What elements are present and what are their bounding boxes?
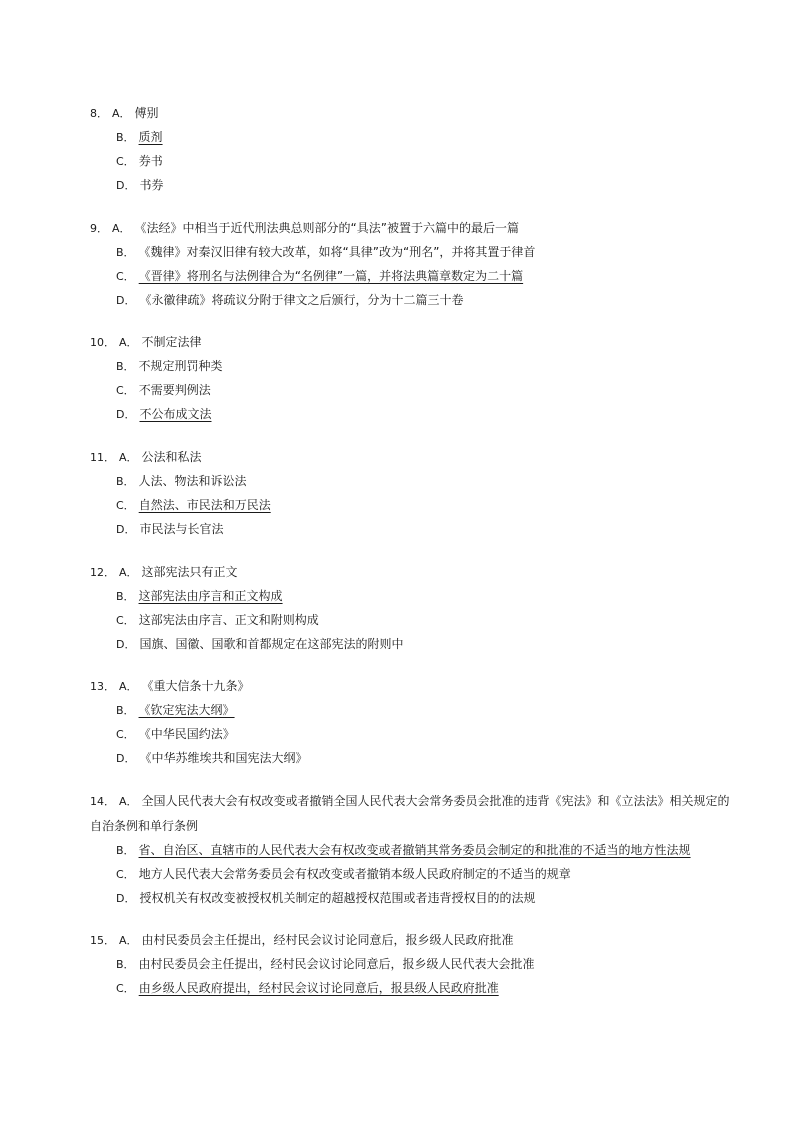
correct-answer-text: 《钦定宪法大纲》 bbox=[138, 703, 235, 717]
option-a bbox=[90, 928, 730, 952]
correct-answer-text: 由乡级人民政府提出，经村民会议讨论同意后，报县级人民政府批准 bbox=[138, 981, 499, 995]
option-label: B． bbox=[116, 958, 135, 971]
option-a bbox=[90, 216, 730, 240]
option-c bbox=[90, 976, 730, 1000]
option-text: 不制定法律 bbox=[141, 335, 202, 349]
option-b bbox=[90, 469, 730, 493]
option-text: 这部宪法由序言、正文和附则构成 bbox=[138, 613, 319, 627]
question-number: 15． bbox=[90, 934, 115, 947]
option-text: 《重大信条十九条》 bbox=[141, 679, 250, 693]
option-c bbox=[90, 608, 730, 632]
option-label: A． bbox=[119, 795, 138, 808]
option-d bbox=[90, 173, 730, 197]
question-number: 11． bbox=[90, 451, 115, 464]
option-label: D． bbox=[116, 523, 136, 536]
question-number: 14． bbox=[90, 795, 115, 808]
option-label: A． bbox=[119, 566, 138, 579]
option-c bbox=[90, 722, 730, 746]
question-11 bbox=[90, 445, 730, 541]
option-c bbox=[90, 493, 730, 517]
option-text: 《法经》中相当于近代刑法典总则部分的“具法”被置于六篇中的最后一篇 bbox=[134, 221, 519, 235]
option-a bbox=[90, 789, 730, 838]
question-13 bbox=[90, 674, 730, 770]
option-text: 券书 bbox=[138, 154, 163, 168]
option-c bbox=[90, 862, 730, 886]
option-label: D． bbox=[116, 179, 136, 192]
option-text: 不规定刑罚种类 bbox=[138, 359, 223, 373]
option-d bbox=[90, 402, 730, 426]
question-number: 12． bbox=[90, 566, 115, 579]
option-label: C． bbox=[116, 614, 135, 627]
option-label: C． bbox=[116, 270, 135, 283]
question-9 bbox=[90, 216, 730, 312]
question-8 bbox=[90, 101, 730, 197]
option-text: 不需要判例法 bbox=[138, 383, 211, 397]
option-text: 书券 bbox=[139, 178, 164, 192]
option-label: B． bbox=[116, 704, 135, 717]
option-label: D． bbox=[116, 408, 136, 421]
option-c bbox=[90, 149, 730, 173]
question-number: 13． bbox=[90, 680, 115, 693]
option-label: B． bbox=[116, 360, 135, 373]
option-label: D． bbox=[116, 892, 136, 905]
option-label: B． bbox=[116, 844, 135, 857]
option-text: 市民法与长官法 bbox=[139, 522, 224, 536]
option-label: C． bbox=[116, 982, 135, 995]
correct-answer-text: 自然法、市民法和万民法 bbox=[138, 498, 271, 512]
question-12 bbox=[90, 560, 730, 656]
option-text: 全国人民代表大会有权改变或者撤销全国人民代表大会常务委员会批准的违背《宪法》和《立法法》相关规定的自治条例和单行条例 bbox=[90, 794, 730, 833]
option-label: A． bbox=[112, 222, 131, 235]
option-a bbox=[90, 445, 730, 469]
option-text: 人法、物法和诉讼法 bbox=[138, 474, 247, 488]
option-label: B． bbox=[116, 246, 135, 259]
option-label: D． bbox=[116, 638, 136, 651]
option-label: A． bbox=[112, 107, 131, 120]
option-b bbox=[90, 125, 730, 149]
option-label: C． bbox=[116, 155, 135, 168]
option-b bbox=[90, 838, 730, 862]
option-d bbox=[90, 632, 730, 656]
option-a bbox=[90, 330, 730, 354]
option-label: C． bbox=[116, 868, 135, 881]
option-d bbox=[90, 886, 730, 910]
question-number: 8． bbox=[90, 107, 108, 120]
option-a bbox=[90, 674, 730, 698]
option-a bbox=[90, 101, 730, 125]
option-label: A． bbox=[119, 680, 138, 693]
option-d bbox=[90, 517, 730, 541]
question-10 bbox=[90, 330, 730, 426]
correct-answer-text: 这部宪法由序言和正文构成 bbox=[138, 589, 283, 603]
option-a bbox=[90, 560, 730, 584]
correct-answer-text: 《晋律》将刑名与法例律合为“名例律”一篇，并将法典篇章数定为二十篇 bbox=[138, 269, 524, 283]
question-15 bbox=[90, 928, 730, 1000]
option-text: 《永徽律疏》将疏议分附于律文之后颁行，分为十二篇三十卷 bbox=[139, 293, 464, 307]
option-text: 公法和私法 bbox=[141, 450, 202, 464]
option-label: C． bbox=[116, 728, 135, 741]
option-c bbox=[90, 378, 730, 402]
option-text: 授权机关有权改变被授权机关制定的超越授权范围或者违背授权目的的法规 bbox=[139, 891, 536, 905]
option-label: D． bbox=[116, 752, 136, 765]
question-number: 9． bbox=[90, 222, 108, 235]
option-b bbox=[90, 240, 730, 264]
question-14 bbox=[90, 789, 730, 910]
correct-answer-text: 省、自治区、直辖市的人民代表大会有权改变或者撤销其常务委员会制定的和批准的不适当的地方性法规 bbox=[138, 843, 691, 857]
option-text: 由村民委员会主任提出，经村民会议讨论同意后，报乡级人民代表大会批准 bbox=[138, 957, 535, 971]
question-number: 10． bbox=[90, 336, 115, 349]
option-text: 国旗、国徽、国歌和首都规定在这部宪法的附则中 bbox=[139, 637, 404, 651]
option-c bbox=[90, 264, 730, 288]
option-label: B． bbox=[116, 131, 135, 144]
option-b bbox=[90, 952, 730, 976]
correct-answer-text: 质剂 bbox=[138, 130, 163, 144]
option-b bbox=[90, 698, 730, 722]
option-text: 这部宪法只有正文 bbox=[141, 565, 238, 579]
option-b bbox=[90, 584, 730, 608]
option-d bbox=[90, 746, 730, 770]
option-label: A． bbox=[119, 934, 138, 947]
option-label: B． bbox=[116, 590, 135, 603]
option-b bbox=[90, 354, 730, 378]
option-label: D． bbox=[116, 294, 136, 307]
option-text: 《中华苏维埃共和国宪法大纲》 bbox=[139, 751, 308, 765]
option-d bbox=[90, 288, 730, 312]
option-text: 傅别 bbox=[134, 106, 159, 120]
option-label: C． bbox=[116, 384, 135, 397]
option-label: A． bbox=[119, 336, 138, 349]
option-label: C． bbox=[116, 499, 135, 512]
option-text: 《魏律》对秦汉旧律有较大改革，如将“具律”改为“刑名”，并将其置于律首 bbox=[138, 245, 536, 259]
option-text: 由村民委员会主任提出，经村民会议讨论同意后，报乡级人民政府批准 bbox=[141, 933, 514, 947]
option-text: 地方人民代表大会常务委员会有权改变或者撤销本级人民政府制定的不适当的规章 bbox=[138, 867, 571, 881]
option-label: B． bbox=[116, 475, 135, 488]
option-label: A． bbox=[119, 451, 138, 464]
option-text: 《中华民国约法》 bbox=[138, 727, 235, 741]
correct-answer-text: 不公布成文法 bbox=[139, 407, 212, 421]
